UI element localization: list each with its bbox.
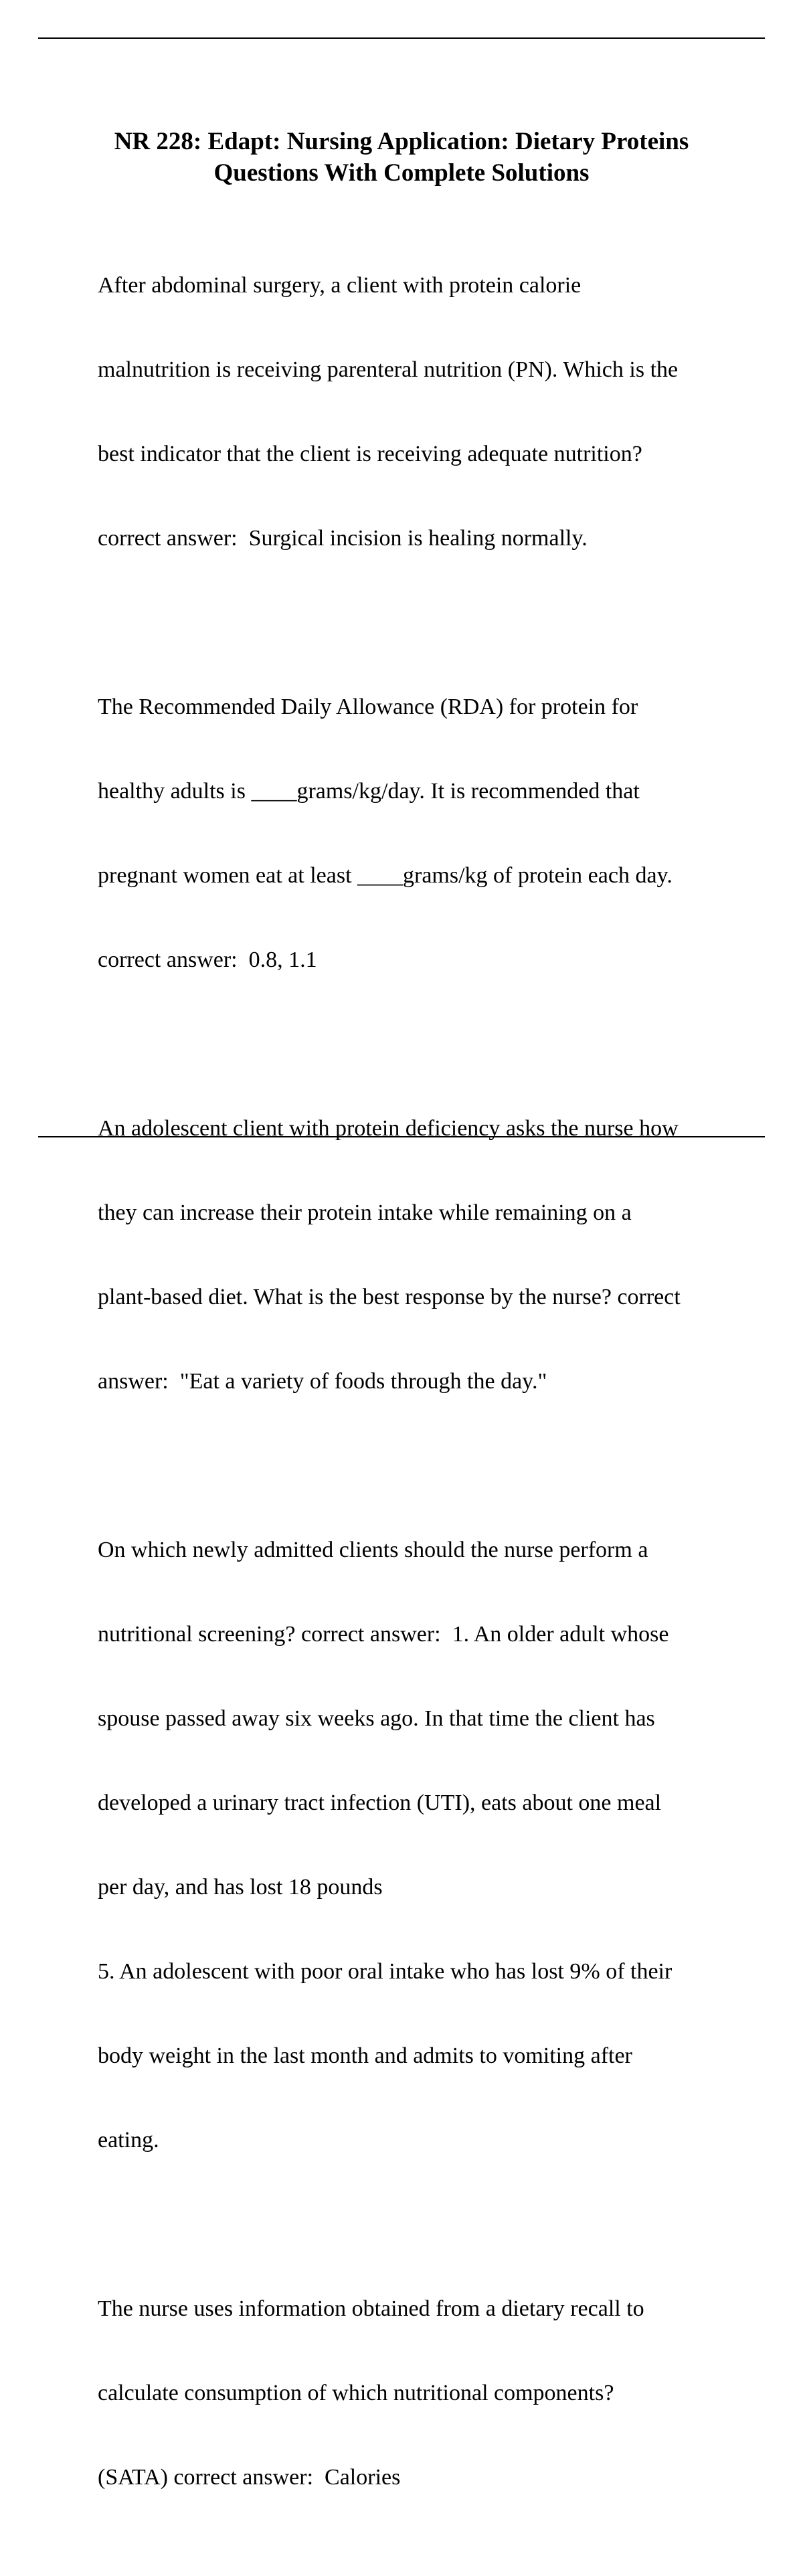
title-line-1: NR 228: Edapt: Nursing Application: Dietary Proteins [114,128,689,155]
entry-line: pregnant women eat at least ____grams/kg of protein each day. [98,863,673,888]
question-entry-3 [98,1059,740,1452]
entry-line: malnutrition is receiving parenteral nutrition (PN). Which is the [98,357,679,382]
entry-line: calculate consumption of which nutritional components? [98,2381,614,2405]
entry-line: correct answer: 0.8, 1.1 [98,947,317,972]
entry-line: On which newly admitted clients should the nurse perform a [98,1538,648,1562]
question-entry-1 [98,215,740,609]
entry-line: nutritional screening? correct answer: 1. An older adult whose [98,1622,669,1647]
entry-line: spouse passed away six weeks ago. In that time the client has [98,1706,655,1731]
document-title [67,126,736,189]
question-entry-5 [98,2239,740,2548]
entry-line: 5. An adolescent with poor oral intake who has lost 9% of their [98,1959,673,1984]
entry-line: answer: "Eat a variety of foods through the day." [98,1369,547,1394]
top-rule [38,37,765,39]
question-entry-2 [98,637,740,1030]
question-entry-4 [98,1480,740,2211]
entry-line: they can increase their protein intake while remaining on a [98,1200,632,1225]
entry-line: plant-based diet. What is the best response by the nurse? correct [98,1285,681,1309]
entry-line: developed a urinary tract infection (UTI), eats about one meal [98,1790,662,1815]
entry-line: After abdominal surgery, a client with protein calorie [98,273,582,298]
entry-line: (SATA) correct answer: Calories [98,2465,401,2490]
entry-line: An adolescent client with protein deficiency asks the nurse how [98,1116,679,1141]
entry-line: healthy adults is ____grams/kg/day. It is recommended that [98,779,640,804]
bottom-rule [38,1136,765,1137]
entry-line: eating. [98,2128,159,2152]
document-body [98,215,740,2576]
entry-line: body weight in the last month and admits to vomiting after [98,2043,632,2068]
entry-line: The Recommended Daily Allowance (RDA) for protein for [98,695,638,719]
entry-line: The nurse uses information obtained from a dietary recall to [98,2296,644,2321]
entry-line: per day, and has lost 18 pounds [98,1875,383,1900]
entry-line: best indicator that the client is receiving adequate nutrition? [98,442,642,466]
title-line-2: Questions With Complete Solutions [213,159,590,187]
entry-line: correct answer: Surgical incision is healing normally. [98,526,588,551]
